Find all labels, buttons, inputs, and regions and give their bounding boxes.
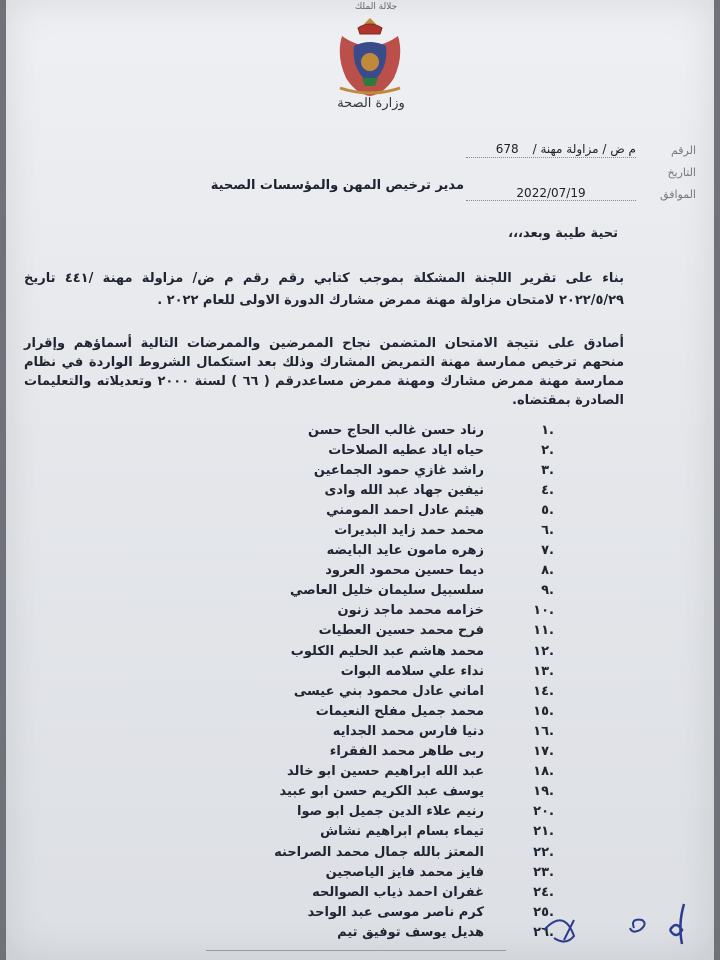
list-item (134, 460, 554, 480)
list-item-name: اماني عادل محمود بني عيسى (293, 683, 484, 699)
list-item (134, 721, 554, 741)
list-item-name: محمد حمد زايد البديرات (334, 523, 484, 539)
list-item-number: .٨ (541, 563, 554, 579)
list-item-number: .٥ (541, 502, 554, 518)
list-item-number: .١٣ (533, 663, 554, 679)
list-item-name: خزامه محمد ماجد زنون (337, 603, 484, 619)
paragraph-2: أصادق على نتيجة الامتحان المتضمن نجاح الممرضين والممرضات التالية أسماؤهم وإقرار منحهم ترخيص ممارسة مهنة التمريض المشارك وذلك بعد استكمال الشروط الواردة في نظام ممارسة مهنة ممرض مشارك ومهنة ممرض مساعدرقم ( ٦٦ ) لسنة ٢٠٠٠ وتعديلاته والتعليمات الصادرة بمقتضاه. (24, 336, 624, 408)
list-item (134, 862, 554, 882)
list-item-number: .٢٠ (533, 804, 554, 820)
list-item-name: يوسف عبد الكريم حسن ابو عبيد (279, 784, 484, 800)
date-value: 2022/07/19 (516, 186, 586, 200)
ref-line (466, 134, 636, 158)
document-page (6, 0, 714, 960)
list-item-number: .٧ (541, 543, 554, 559)
list-item-name: نداء علي سلامه البوات (340, 663, 484, 679)
header-top-text: جلالة الملك (354, 2, 398, 12)
list-item-number: .٣ (541, 462, 554, 478)
list-item (134, 701, 554, 721)
list-item-name: المعتز بالله جمال محمد الصراحنه (274, 844, 484, 860)
coat-of-arms-icon (332, 16, 408, 98)
list-item (134, 902, 554, 922)
list-item-name: ربى طاهر محمد الفقراء (329, 744, 484, 760)
ref-number: 678 (495, 142, 519, 156)
list-item-name: دنيا فارس محمد الجدايه (332, 723, 484, 739)
list-item (134, 581, 554, 601)
list-item-number: .١٩ (533, 784, 554, 800)
list-item-name: زهره مامون عايد البايضه (326, 543, 484, 559)
footer-divider (206, 950, 506, 951)
list-item (134, 480, 554, 500)
names-list (134, 420, 554, 942)
list-item (134, 681, 554, 701)
list-item-number: .١٧ (533, 744, 554, 760)
list-item-number: .١٢ (533, 643, 554, 659)
list-item-number: .٢ (541, 442, 554, 458)
list-item-name: كرم ناصر موسى عبد الواحد (307, 904, 484, 920)
list-item (134, 420, 554, 440)
paragraph-1: بناء على تقرير اللجنة المشكلة بموجب كتابي رقم رقم م ض/ مزاولة مهنة /٤٤١ تاريخ ٢٠٢٢/٥/٢٩ لامتحان مزاولة مهنة ممرض مشارك الدورة الاولى للعام ٢٠٢٢ . (24, 271, 624, 308)
list-item-name: رنيم علاء الدين جميل ابو صوا (297, 804, 484, 820)
list-item-name: ديما حسين محمود العرود (325, 563, 484, 579)
list-item-name: فايز محمد فايز الياصجين (325, 864, 484, 880)
list-item (134, 641, 554, 661)
list-item (134, 762, 554, 782)
list-item (134, 661, 554, 681)
list-item-name: سلسبيل سليمان خليل العاصي (289, 583, 484, 599)
greeting: تحية طيبة وبعد،،، (508, 226, 618, 241)
list-item (134, 561, 554, 581)
list-item-number: .١٥ (533, 703, 554, 719)
list-item-name: محمد جميل مفلح النعيمات (315, 703, 484, 719)
list-item-number: .٢٥ (533, 904, 554, 920)
list-item (134, 782, 554, 802)
list-item-number: .١ (541, 422, 554, 438)
list-item-number: .١٠ (533, 603, 554, 619)
list-item (134, 802, 554, 822)
list-item-number: .٢٤ (533, 884, 554, 900)
list-item (134, 822, 554, 842)
date-label: التاريخ (667, 166, 696, 179)
list-item-number: .٢١ (533, 824, 554, 840)
list-item (134, 500, 554, 520)
list-item (134, 922, 554, 942)
list-item-number: .٢٦ (533, 924, 554, 940)
list-item (134, 882, 554, 902)
date-line (466, 180, 636, 201)
list-item (134, 621, 554, 641)
list-item-number: .٢٢ (533, 844, 554, 860)
list-item-name: هيثم عادل احمد المومني (326, 502, 484, 518)
list-item-name: عبد الله ابراهيم حسين ابو خالد (287, 764, 484, 780)
list-item (134, 601, 554, 621)
ref-prefix: م ض / مزاولة مهنة / (532, 142, 636, 156)
ref-label: الرقم (670, 144, 696, 157)
list-item-number: .١٤ (533, 683, 554, 699)
list-item-number: .٤ (541, 482, 554, 498)
list-item-number: .١١ (533, 623, 554, 639)
list-item-number: .٦ (541, 523, 554, 539)
list-item-name: هديل يوسف توفيق تيم (337, 924, 484, 940)
list-item (134, 440, 554, 460)
meta-values (466, 134, 636, 201)
list-item-name: راشد غازي حمود الجماعين (313, 462, 484, 478)
list-item (134, 842, 554, 862)
list-item-number: .٢٣ (533, 864, 554, 880)
list-item (134, 520, 554, 540)
list-item-name: حياه اياد عطيه الصلاحات (328, 442, 484, 458)
ministry-name: وزارة الصحة (337, 96, 405, 111)
list-item-number: .١٨ (533, 764, 554, 780)
list-item-name: غفران احمد ذياب الصوالحه (312, 884, 484, 900)
list-item-name: تيماء بسام ابراهيم نشاش (320, 824, 484, 840)
list-item-name: رناد حسن غالب الحاج حسن (308, 422, 484, 438)
list-item-number: .١٦ (533, 723, 554, 739)
corresponding-label: الموافق (660, 188, 696, 201)
list-item-number: .٩ (541, 583, 554, 599)
list-item-name: فرح محمد حسين العطيات (318, 623, 484, 639)
list-item-name: محمد هاشم عبد الحليم الكلوب (290, 643, 484, 659)
list-item (134, 541, 554, 561)
list-item (134, 742, 554, 762)
list-item-name: نيفين جهاد عبد الله وادى (324, 482, 484, 498)
signature-icon (534, 900, 694, 950)
recipient: مدير ترخيص المهن والمؤسسات الصحية (210, 178, 464, 193)
